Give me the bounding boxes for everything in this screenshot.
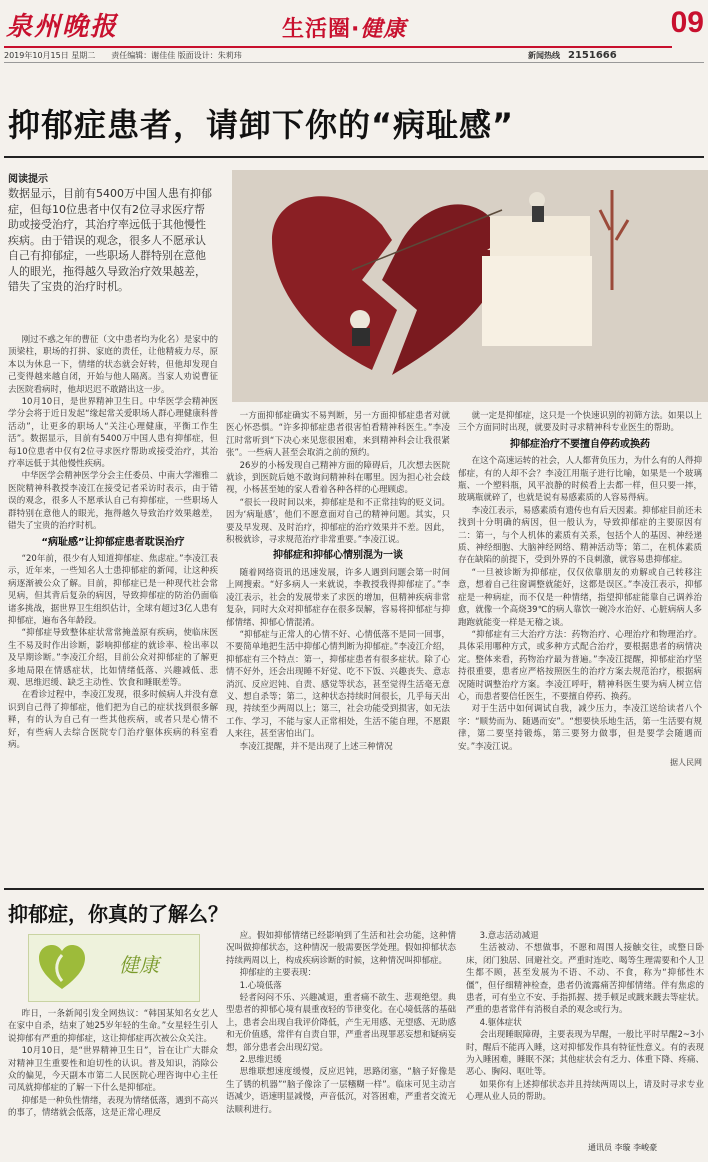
section-title	[282, 12, 406, 43]
paragraph: 应。假如抑郁情绪已经影响到了生活和社会功能，这种情况叫做抑郁状态，这种情况一般需要医学处理。假如抑郁状态持续两周以上，构成疾病诊断的时候，这种情况叫抑郁症。	[226, 931, 456, 966]
paragraph: 2.思维迟缓	[239, 1055, 282, 1066]
paragraph: “抑郁症与正常人的心情不好、心情低落不是同一回事，不要简单地把生活中抑郁心情判断为抑郁症。”李凌江介绍，抑郁症有三个特点：第一，抑郁症患者有很多症状。除了心情不好外，还会出现睡不好觉、吃不下饭、兴趣丧失、意志消沉、反应迟钝、自责、感觉等状态，甚至觉得生活毫无意义、想自杀等；第二，这种状态持续时间很长，几乎每天出现，持续至少两周以上；第三，社会功能受到损害，如无法工作、学习，不能与家人正常相处，生活不能自理，不愿跟人来往，甚至害怕出门。	[226, 629, 450, 740]
paragraph: 随着网络资讯的迅速发展，许多人遇到问题会第一时间上网搜索。“好多病人一来就说，李教授我得抑郁症了。”李凌江表示，社会的发展带来了求医的增加，但精神疾病非常复杂，同时大众对抑郁症存在很多误解，容易将抑郁症与抑郁情绪、抑郁心情混淆。	[226, 567, 450, 628]
hotline-label: 新闻热线	[528, 51, 560, 60]
article2-byline: 通讯员 李璇 李峻豪	[588, 1143, 658, 1152]
header-rule	[4, 46, 672, 48]
paragraph: 3.意志活动减退	[479, 931, 539, 941]
paragraph: 一方面抑郁症确实不易判断，另一方面抑郁症患者对就医心怀恐惧。“许多抑郁症患者很害怕看精神科医生。”李凌江时常听到“下决心来见您很困难，来到精神科会让我很紧张”。一些病人甚至会取消之前的预约。	[226, 411, 450, 459]
illustration-broken-heart	[232, 170, 708, 402]
logo-text: 健康	[119, 953, 159, 977]
paragraph: 10月10日，是“世界精神卫生日”，旨在让广大群众对精神卫生重要性和迫切性的认识。普及知识，消除公众的偏见，今天副本市第二人民医院心理咨询中心主任司凤就抑郁症的了解一下什么是抑郁症。	[8, 1046, 218, 1094]
paragraph: 生活被动、不想做事，不愿和周围人接触交往，或整日卧床，闭门独居、回避社交。严重时连吃、喝等生理需要和个人卫生都不顾，甚至发展为不语、不动、不食，称为“抑郁性木僵”，但仔细精神检查，患者仍流露痛苦抑郁情绪。伴有焦虑的患者，可有坐立不安、手指抓握、搓手顿足或踱来踱去等症状。严重的患者常伴有消极自杀的观念或行为。	[466, 943, 705, 1016]
article-byline: 据人民网	[670, 757, 702, 767]
paragraph: 轻者闷闷不乐、兴趣减退，重者痛不欲生、悲观绝望。典型患者的抑郁心境有晨重夜轻的节律变化。在心境低落的基础上，患者会出现自我评价降低，产生无用感、无望感、无助感和无价值感，常伴有自责自罪，严重者出现罪恶妄想和疑病妄想，部分患者会出现幻觉。	[226, 993, 456, 1053]
paragraph: 刚过不惑之年的曹征（文中患者均为化名）是家中的顶梁柱，职场的打拼、家庭的责任，让他精疲力尽，原本以为休息一下，情绪的状态就会好转，但他却发现自己变得越来越自闭，开始与他人隔离。当家人劝说曹征去医院看病时，他却迟迟不敢踏出这一步。	[8, 335, 218, 395]
paragraph: 4.躯体症状	[479, 1017, 522, 1028]
paragraph: 李凌江表示，易感素质有遗传也有后天因素。抑郁症目前还未找到十分明确的病因，但一般认为，导致抑郁症的主要原因有二：第一，与个人机体的素质有关系，包括个人的基因、神经递质、神经细胞、大脑神经网络、精神活动等；第二，在机体素质存在缺陷的前提下，受到外界的不良刺激，就容易患抑郁症。	[458, 505, 702, 566]
masthead-logo: 泉州晚报	[6, 12, 119, 42]
paragraph: “抑郁症有三大治疗方法：药物治疗、心理治疗和物理治疗。具体采用哪种方式，或多种方式配合治疗，要根据患者的病情决定。整体来看，药物治疗最为普遍。”李凌江提醒，抑郁症治疗坚持很重要，患者应严格按照医生的治疗方案去规范治疗，根据病况随时调整治疗方案。李凌江呼吁，精神科医生要为病人树立信心，而患者要信任医生，不要擅自停药、换药。	[458, 629, 702, 702]
issue-meta: 2019年10月15日 星期二 责任编辑：谢佳佳 版面设计：朱莉玮	[4, 51, 242, 60]
paragraph: 在看诊过程中，李凌江发现，很多时候病人并没有意识到自己得了抑郁症，他们把为自己的症状找到很多解释，有的认为自己有一些其他疾病，或者只是心情不好，有些病人去综合医院专门治疗躯体疾病的科室看病。	[8, 690, 218, 750]
paragraph: 李凌江提醒，并不是出现了上述三种情况	[239, 741, 393, 752]
headline-rule	[4, 156, 704, 158]
paragraph: 就一定是抑郁症，这只是一个快速识别的初筛方法。如果以上三个方面同时出现，就要及时寻求精神科专业医生的帮助。	[458, 411, 702, 434]
paragraph: 如果你有上述抑郁状态并且持续两周以上，请及时寻求专业心理从业人员的帮助。	[466, 1079, 704, 1103]
paragraph: “很长一段时间以来，抑郁症是和不正常挂钩的贬义词。因为‘病耻感’，他们不愿意面对自己的精神问题。其实，只要及早发现、及时治疗，抑郁症的治疗效果并不差。因此，积极就诊，寻求规范治疗非常重要。”李凌江说。	[226, 497, 450, 546]
article-headline: 抑郁症患者，请卸下你的“病耻感”	[8, 106, 515, 144]
page-number: 09	[670, 6, 704, 39]
paragraph: 抑郁是一种负性情绪，表现为情绪低落，遇到不高兴的事了，情绪就会低落，这是正常心理反	[8, 1095, 218, 1119]
illustration-svg	[232, 170, 708, 402]
page-header	[0, 0, 708, 62]
article2-column-1	[8, 1008, 218, 1158]
article2-column-3	[466, 930, 704, 1156]
article-column-3	[458, 410, 702, 870]
section-sub: 健康	[360, 16, 407, 42]
paragraph: 昨日，一条新闻引发全网热议：“韩国某知名女艺人在家中自杀，结束了她25岁年轻的生命。”女星轻生引人说抑郁有严重的抑郁症，这让抑郁症再次被公众关注。	[8, 1009, 218, 1044]
header-divider	[4, 62, 704, 63]
section-subhead: 抑郁症治疗不要擅自停药或换药	[510, 438, 650, 450]
article-column-1	[8, 334, 218, 854]
article-divider	[4, 888, 704, 890]
article2-column-2	[226, 930, 456, 1156]
lead-paragraph: 数据显示，目前有5400万中国人患有抑郁症，但每10位患者中仅有2位寻求医疗帮助或接受治疗，其治疗率远低于其他慢性疾病。由于错误的观念，很多人不愿承认自己有抑郁症，一些职场人群特别在意他人的眼光，拖得越久导致治疗效果越差，错失了宝贵的治疗时机。	[8, 187, 212, 293]
hotline-number: 2151666	[568, 50, 617, 61]
news-hotline	[528, 50, 617, 61]
paragraph: 10月10日，是世界精神卫生日。中华医学会精神医学分会将于近日发起“缘起常关爱职场人群心理健康科普活动”，让更多的职场人“关注心理健康，平衡工作生活”。数据显示，目前有5400万中国人患有抑郁症，但每10位患者中仅有2位寻求医疗帮助或接受治疗，其治疗率远低于其他慢性疾病。	[8, 397, 218, 470]
paragraph: 会出现睡眠障碍，主要表现为早醒，一般比平时早醒2~3小时，醒后不能再入睡，这对抑郁发作具有特征性意义。有的表现为入睡困难，睡眠不深；其他症状会有乏力、体重下降、疼痛、恶心、胸闷、呕吐等。	[466, 1030, 705, 1078]
paragraph: “一旦被诊断为抑郁症，仅仅依靠朋友的劝解或自己转移注意，想着自己往窗调整就能好，这都是误区。”李凌江表示，抑郁症是一种病症，而不仅是一种情绪，指望抑郁症能靠自己调养治愈，就像一个高烧39℃的病人靠饮一碗冷水治好、心脏病病人多跑跑就能变一样是无稽之谈。	[458, 567, 702, 628]
paragraph: 思维联想速度缓慢，反应迟钝，思路闭塞，“脑子好像是生了锈的机器”“脑子像涂了一层糨糊一样”。临床可见主动言语减少，语速明显减慢，声音低沉，对答困难，严重者交流无法顺利进行。	[226, 1067, 456, 1115]
paragraph: 1.心境低落	[239, 980, 282, 991]
section-subhead: 抑郁症和抑郁心情别混为一谈	[273, 550, 403, 562]
paragraph: “抑郁症导致整体症状常常掩盖原有疾病，使临床医生不易及时作出诊断，影响抑郁症的就诊率、检出率以及早期诊断。”李凌江介绍，目前公众对抑郁症的了解更多地局限在情感症状，比如情绪低落、兴趣减低、悲观、思维迟缓、缺乏主动性、饮食和睡眠差等。	[8, 628, 218, 688]
paragraph: 26岁的小杨发现自己精神方面的障碍后，几次想去医院就诊，到医院后她不敢询问精神科在哪里。因为担心社会歧视，小杨甚至她的家人看着各种各样的心理顾虑。	[226, 460, 450, 496]
paragraph: “20年前，很少有人知道抑郁症、焦虑症。”李凌江表示，近年来，一些知名人士患抑郁症的新闻，让这种疾病逐渐被公众了解。目前，抑郁症已是一种现代社会常见病，但其背后复杂的病因，导致抑郁症的防治仍面临诸多挑战，据世界卫生组织估计，全球有超过3亿人患有抑郁症，遍布各年龄段。	[8, 553, 218, 626]
article-column-2	[226, 410, 450, 870]
section-subhead: “病耻感”让抑郁症患者耽误治疗	[41, 536, 185, 548]
paragraph: 对于生活中如何调试自我，减少压力，李凌江送给读者八个字：“顺势而为、随遇而安”。“想要快乐地生活，第一生活要有规律，第二要坚持锻炼，第三要努力做事，但是要学会随遇而安。”李凌江说。	[458, 704, 702, 752]
paragraph: 中华医学会精神医学分会主任委员、中南大学湘雅二医院精神科教授李凌江在接受记者采访时表示，由于错误的观念，很多人不愿承认自己有抑郁症，一些职场人群特别在意他人的眼光，拖得越久导致治疗效果越差，错失了宝贵的治疗时机。	[8, 471, 218, 532]
heart-leaf-icon	[35, 941, 89, 995]
paragraph: 抑郁症的主要表现：	[239, 968, 317, 979]
paragraph: 在这个高速运转的社会，人人都背负压力，为什么有的人得抑郁症，有的人却不会？李凌江用瓶子进行比喻，如果是一个玻璃瓶、一个塑料瓶，风平浪静的时候看上去都一样，但只要一摔，玻璃瓶就碎了，也就是说有易感素质的人容易得病。	[458, 456, 702, 504]
article2-headline: 抑郁症，你真的了解么？	[8, 902, 228, 926]
lead-label: 阅读提示	[8, 174, 48, 185]
health-column-logo	[28, 934, 200, 1002]
section-name: 生活圈·	[282, 17, 361, 42]
